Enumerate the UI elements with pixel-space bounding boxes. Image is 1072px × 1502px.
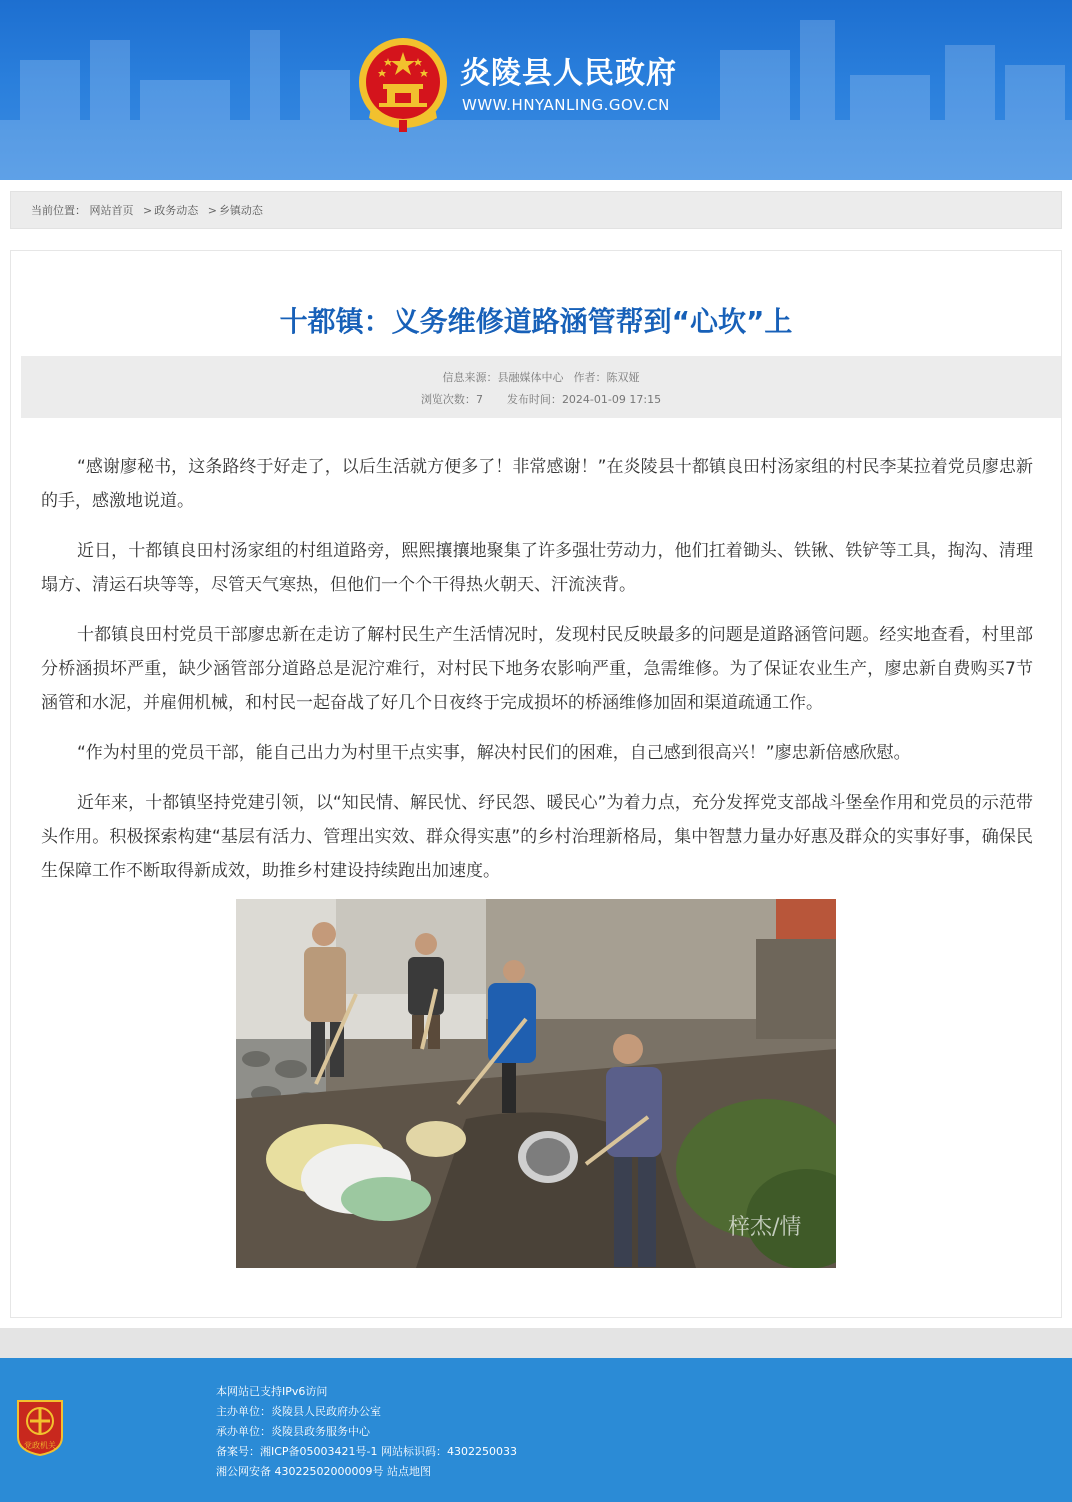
footer-ipv6: 本网站已支持IPv6访问: [216, 1385, 328, 1398]
photo-watermark: 梓杰/情: [728, 1215, 802, 1240]
breadcrumb: [10, 191, 1062, 229]
breadcrumb-news-link[interactable]: 政务动态: [154, 204, 199, 217]
author-label: 作者：: [573, 371, 607, 384]
article-meta: [21, 356, 1061, 418]
breadcrumb-separator: >: [207, 204, 217, 217]
footer-police-record[interactable]: 湘公网安备 43022502000009号 站点地图: [216, 1465, 431, 1478]
article-title: 十都镇：义务维修道路涵管帮到“心坎”上: [279, 305, 793, 338]
footer-organizer: 承办单位：炎陵县政务服务中心: [216, 1425, 370, 1438]
source-label: 信息来源：: [442, 371, 498, 384]
source-value: 县融媒体中心: [497, 371, 564, 384]
site-footer: [0, 1358, 1072, 1502]
author-value: 陈双娅: [606, 371, 640, 384]
article-paragraph: 近日，十都镇良田村汤家组的村组道路旁，熙熙攘攘地聚集了许多强壮劳动力，他们扛着锄头、铁锹、铁铲等工具，掏沟、清理塌方、清运石块等等，尽管天气寒热，但他们一个个干得热火朝天、汗流浃背。: [41, 541, 1033, 595]
footer-divider: [0, 1328, 1072, 1358]
published-time: 2024-01-09 17:15: [561, 393, 662, 406]
breadcrumb-prefix: 当前位置：: [31, 204, 86, 217]
article-body: [41, 450, 1033, 904]
article-paragraph: “作为村里的党员干部，能自己出力为村里干点实事，解决村民们的困难，自己感到很高兴！”廖忠新倍感欣慰。: [77, 743, 911, 763]
site-header: [0, 0, 1072, 180]
breadcrumb-township-link[interactable]: 乡镇动态: [218, 204, 263, 217]
footer-sponsor: 主办单位：炎陵县人民政府办公室: [216, 1405, 381, 1418]
article-paragraph: 近年来，十都镇坚持党建引领，以“知民情、解民忧、纾民怨、暖民心”为着力点，充分发挥党支部战斗堡垒作用和党员的示范带头作用。积极探索构建“基层有活力、管理出实效、群众得实惠”的乡村治理新格局，集中智慧力量办好惠及群众的实事好事，确保民生保障工作不断取得新成效，助推乡村建设持续跑出加速度。: [41, 793, 1033, 881]
article-paragraph: 十都镇良田村党员干部廖忠新在走访了解村民生产生活情况时，发现村民反映最多的问题是道路涵管问题。经实地查看，村里部分桥涵损坏严重，缺少涵管部分道路总是泥泞难行，对村民下地务农影响严重，急需维修。为了保证农业生产，廖忠新自费购买7节涵管和水泥，并雇佣机械，和村民一起奋战了好几个日夜终于完成损坏的桥涵维修加固和渠道疏通工作。: [41, 625, 1033, 713]
site-url[interactable]: WWW.HNYANLING.GOV.CN: [462, 96, 670, 114]
views-label: 浏览次数：: [420, 393, 476, 406]
breadcrumb-home-link[interactable]: 网站首页: [89, 204, 134, 217]
national-emblem-icon: [355, 34, 451, 134]
published-label: 发布时间：: [506, 393, 562, 406]
site-title[interactable]: 炎陵县人民政府: [460, 56, 677, 91]
article-photo: [236, 899, 836, 1268]
article-paragraph: “感谢廖秘书，这条路终于好走了，以后生活就方便多了！非常感谢！”在炎陵县十都镇良田村汤家组的村民李某拉着党员廖忠新的手，感激地说道。: [41, 457, 1033, 511]
party-government-badge-icon[interactable]: [14, 1397, 66, 1457]
views-count: 7: [475, 393, 483, 406]
breadcrumb-separator: >: [143, 204, 153, 217]
culvert-repair-photo: [236, 899, 836, 1268]
footer-icp[interactable]: 备案号：湘ICP备05003421号-1 网站标识码：4302250033: [216, 1445, 517, 1458]
badge-label: 党政机关: [24, 1441, 56, 1450]
footer-info: [216, 1382, 517, 1482]
